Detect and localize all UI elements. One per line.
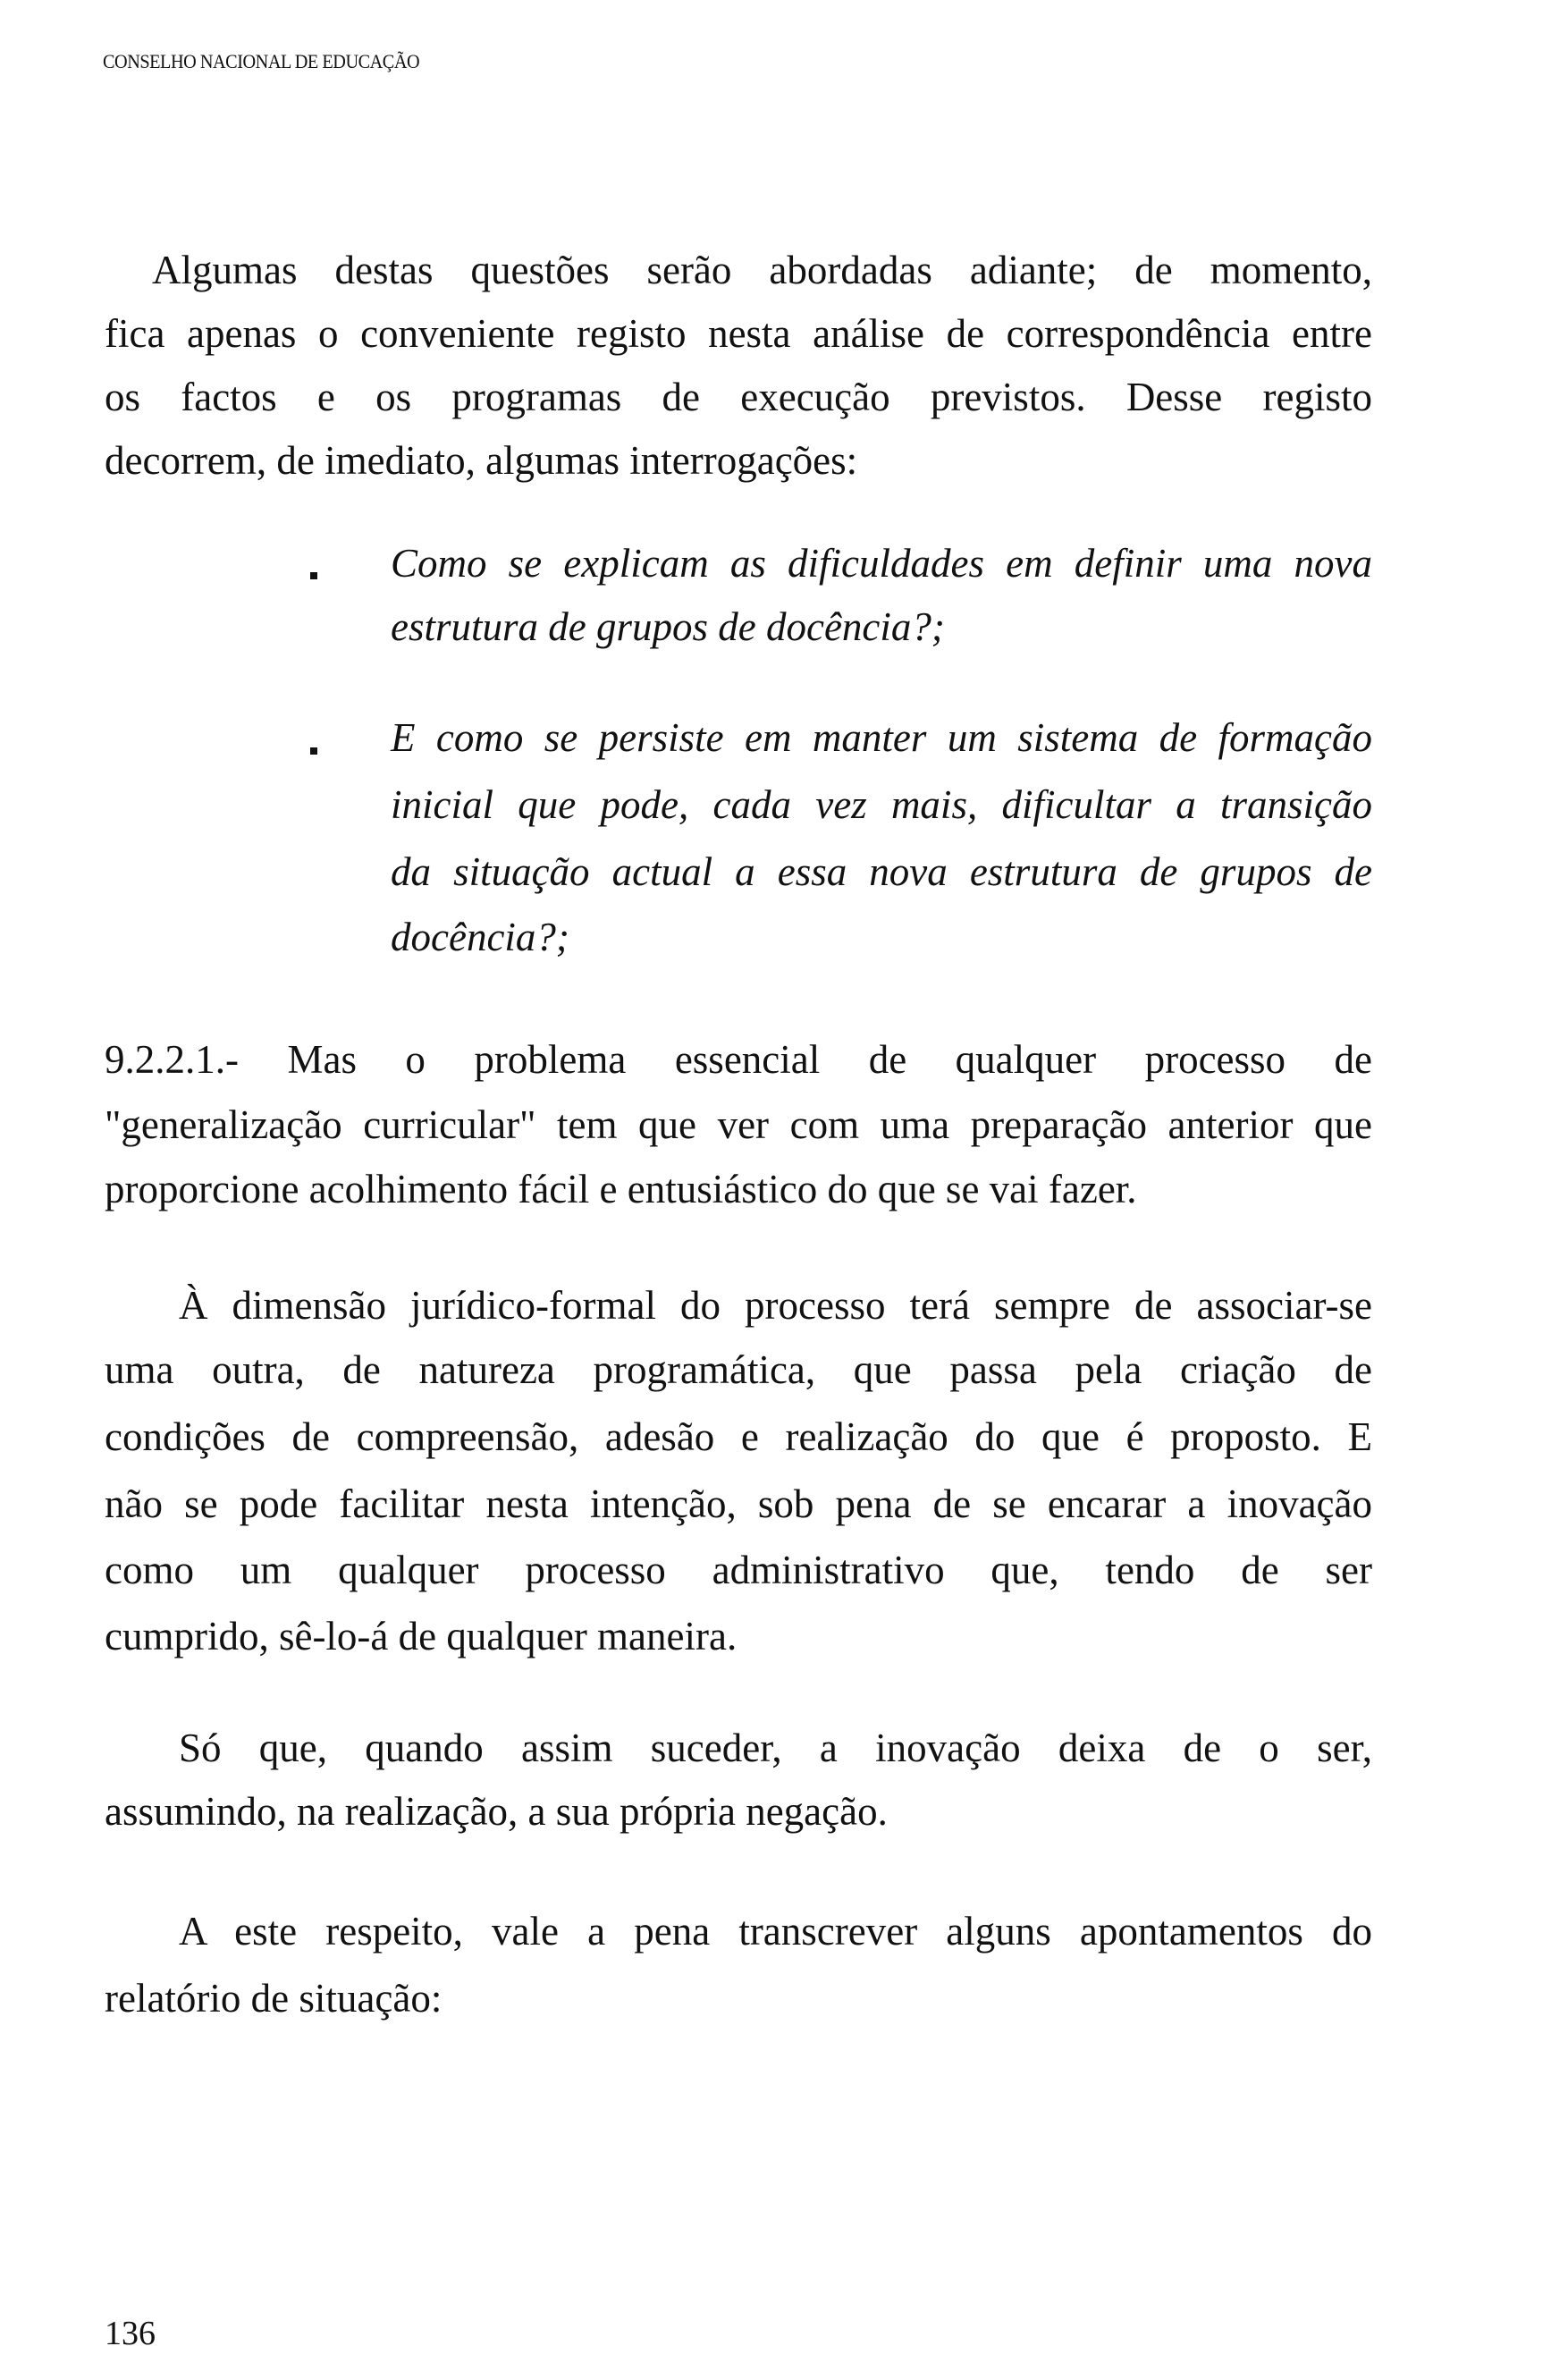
text-line: cumprido, sê-lo-á de qualquer maneira. bbox=[105, 1614, 738, 1658]
text-line: relatório de situação: bbox=[105, 1976, 443, 2021]
text-line: Como se explicam as dificuldades em definir uma nova bbox=[391, 541, 1372, 586]
text-line: À dimensão jurídico-formal do processo terá sempre de associar-se bbox=[179, 1283, 1372, 1328]
text-line: Só que, quando assim suceder, a inovação deixa de o ser, bbox=[179, 1726, 1372, 1770]
text-line: estrutura de grupos de docência?; bbox=[391, 604, 945, 649]
text-line: da situação actual a essa nova estrutura de grupos de bbox=[391, 849, 1372, 894]
text-line: proporcione acolhimento fácil e entusiástico do que se vai fazer. bbox=[105, 1167, 1137, 1211]
text-line: E como se persiste em manter um sistema de formação bbox=[391, 715, 1372, 760]
text-line: decorrem, de imediato, algumas interrogações: bbox=[105, 438, 858, 483]
bullet-marker-icon bbox=[310, 572, 317, 579]
text-line: condições de compreensão, adesão e realização do que é proposto. E bbox=[105, 1414, 1372, 1459]
text-line: 9.2.2.1.- Mas o problema essencial de qualquer processo de bbox=[105, 1037, 1372, 1082]
text-line: A este respeito, vale a pena transcrever alguns apontamentos do bbox=[179, 1909, 1372, 1954]
text-line: como um qualquer processo administrativo que, tendo de ser bbox=[105, 1548, 1372, 1592]
text-line: assumindo, na realização, a sua própria negação. bbox=[105, 1789, 888, 1834]
text-line: "generalização curricular" tem que ver com uma preparação anterior que bbox=[105, 1102, 1372, 1147]
bullet-marker-icon bbox=[310, 747, 317, 755]
text-line: Algumas destas questões serão abordadas adiante; de momento, bbox=[152, 248, 1372, 292]
text-line: não se pode facilitar nesta intenção, sob pena de se encarar a inovação bbox=[105, 1481, 1372, 1526]
running-header: CONSELHO NACIONAL DE EDUCAÇÃO bbox=[103, 50, 420, 72]
text-line: os factos e os programas de execução previstos. Desse registo bbox=[105, 375, 1372, 419]
page-number: 136 bbox=[105, 2315, 156, 2352]
text-line: inicial que pode, cada vez mais, dificultar a transição bbox=[391, 782, 1372, 827]
text-line: uma outra, de natureza programática, que passa pela criação de bbox=[105, 1347, 1372, 1392]
text-line: docência?; bbox=[391, 915, 569, 959]
text-line: fica apenas o conveniente registo nesta análise de correspondência entre bbox=[105, 311, 1372, 356]
